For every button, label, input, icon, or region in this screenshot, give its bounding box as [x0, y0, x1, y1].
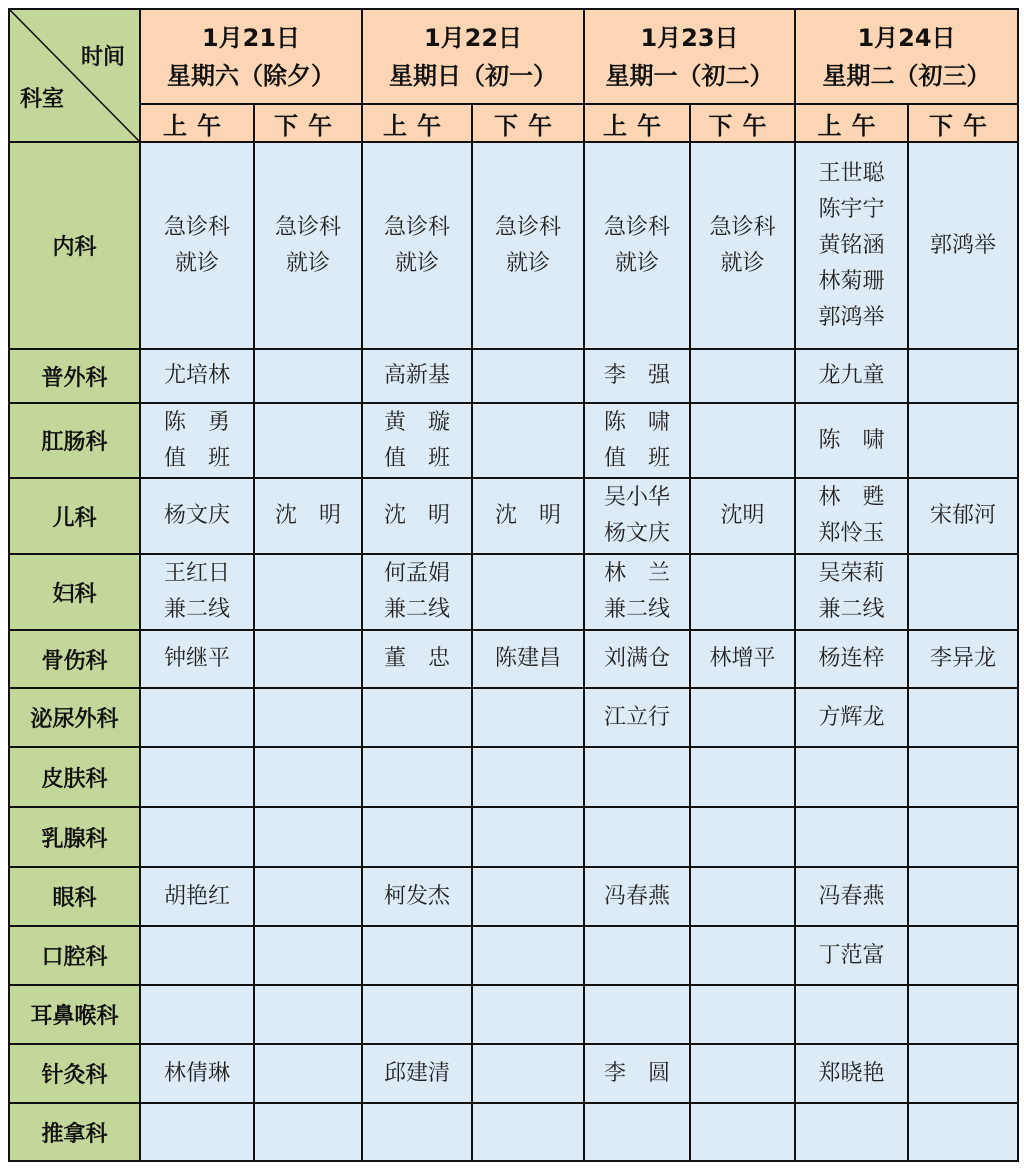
- period-am: 上午: [140, 104, 254, 142]
- duty-cell: 吴荣莉 兼二线: [795, 554, 908, 630]
- table-row: [9, 554, 1018, 630]
- table-row: [9, 1103, 1018, 1161]
- table-row: [9, 807, 1018, 867]
- date-header-row: [9, 9, 1018, 104]
- duty-cell: [362, 747, 472, 807]
- duty-cell: 冯春燕: [584, 867, 690, 926]
- day-header: [362, 9, 584, 104]
- duty-cell: 李异龙: [908, 630, 1018, 688]
- department-label: 推拿科: [9, 1103, 140, 1161]
- duty-cell: [140, 1103, 254, 1161]
- duty-cell: 陈 啸 值 班: [584, 403, 690, 478]
- duty-cell: [472, 1103, 584, 1161]
- duty-cell: [908, 926, 1018, 985]
- duty-cell: [690, 688, 795, 747]
- duty-cell: [690, 403, 795, 478]
- department-label: 泌尿外科: [9, 688, 140, 747]
- duty-cell: 李 强: [584, 349, 690, 403]
- duty-cell: [254, 807, 362, 867]
- duty-cell: [362, 926, 472, 985]
- duty-cell: 急诊科 就诊: [254, 142, 362, 349]
- duty-cell: 林倩琳: [140, 1044, 254, 1103]
- duty-cell: [908, 1044, 1018, 1103]
- day-date: 1月24日: [857, 23, 956, 52]
- duty-cell: [362, 1103, 472, 1161]
- duty-cell: [472, 926, 584, 985]
- duty-cell: 林 兰 兼二线: [584, 554, 690, 630]
- period-pm: 下午: [254, 104, 362, 142]
- duty-cell: 龙九童: [795, 349, 908, 403]
- duty-cell: [690, 554, 795, 630]
- duty-cell: [140, 926, 254, 985]
- corner-header: [9, 9, 140, 142]
- duty-cell: [584, 807, 690, 867]
- duty-cell: 沈明: [690, 478, 795, 554]
- table-row: [9, 1044, 1018, 1103]
- duty-cell: [690, 1044, 795, 1103]
- duty-cell: [795, 1103, 908, 1161]
- duty-cell: 胡艳红: [140, 867, 254, 926]
- duty-cell: 江立行: [584, 688, 690, 747]
- department-label: 骨伤科: [9, 630, 140, 688]
- department-label: 乳腺科: [9, 807, 140, 867]
- duty-cell: 方辉龙: [795, 688, 908, 747]
- duty-cell: [690, 349, 795, 403]
- day-date: 1月23日: [640, 23, 739, 52]
- duty-cell: 急诊科 就诊: [140, 142, 254, 349]
- duty-cell: [690, 747, 795, 807]
- duty-cell: 杨连梓: [795, 630, 908, 688]
- duty-cell: [908, 985, 1018, 1044]
- duty-cell: [690, 926, 795, 985]
- duty-cell: 柯发杰: [362, 867, 472, 926]
- duty-cell: 陈 勇 值 班: [140, 403, 254, 478]
- duty-cell: [908, 403, 1018, 478]
- duty-cell: 王红日 兼二线: [140, 554, 254, 630]
- duty-cell: [908, 688, 1018, 747]
- duty-cell: [908, 554, 1018, 630]
- duty-cell: [472, 867, 584, 926]
- duty-cell: [362, 688, 472, 747]
- duty-cell: [472, 349, 584, 403]
- period-pm: 下午: [690, 104, 795, 142]
- duty-cell: 沈 明: [362, 478, 472, 554]
- duty-cell: 林 甦 郑怜玉: [795, 478, 908, 554]
- day-weekday: 星期一（初二）: [605, 61, 774, 90]
- department-label: 普外科: [9, 349, 140, 403]
- duty-cell: [254, 1103, 362, 1161]
- day-weekday: 星期日（初一）: [389, 61, 557, 90]
- period-am: 上午: [362, 104, 472, 142]
- department-label: 口腔科: [9, 926, 140, 985]
- duty-cell: [140, 747, 254, 807]
- duty-cell: 李 圆: [584, 1044, 690, 1103]
- department-label: 儿科: [9, 478, 140, 554]
- department-label: 妇科: [9, 554, 140, 630]
- department-label: 耳鼻喉科: [9, 985, 140, 1044]
- duty-cell: [254, 1044, 362, 1103]
- duty-cell: 沈 明: [472, 478, 584, 554]
- department-label: 肛肠科: [9, 403, 140, 478]
- duty-cell: [908, 867, 1018, 926]
- duty-cell: 邱建清: [362, 1044, 472, 1103]
- day-date: 1月22日: [423, 23, 523, 52]
- table-row: [9, 630, 1018, 688]
- duty-cell: [472, 985, 584, 1044]
- duty-cell: 冯春燕: [795, 867, 908, 926]
- time-label: 时间: [80, 45, 125, 70]
- duty-cell: [584, 926, 690, 985]
- duty-cell: [254, 349, 362, 403]
- duty-cell: 郑晓艳: [795, 1044, 908, 1103]
- duty-cell: [690, 1103, 795, 1161]
- table-row: [9, 688, 1018, 747]
- duty-cell: [140, 985, 254, 1044]
- department-label: 皮肤科: [9, 747, 140, 807]
- duty-cell: [908, 349, 1018, 403]
- table-row: [9, 867, 1018, 926]
- duty-cell: 急诊科 就诊: [690, 142, 795, 349]
- duty-cell: 何孟娟 兼二线: [362, 554, 472, 630]
- period-am: 上午: [584, 104, 690, 142]
- duty-cell: [254, 985, 362, 1044]
- duty-cell: [472, 747, 584, 807]
- duty-cell: [140, 688, 254, 747]
- table-row: [9, 349, 1018, 403]
- duty-cell: [795, 807, 908, 867]
- duty-cell: [584, 1103, 690, 1161]
- duty-cell: 急诊科 就诊: [362, 142, 472, 349]
- duty-cell: [362, 807, 472, 867]
- duty-cell: 陈 啸: [795, 403, 908, 478]
- dept-label: 科室: [20, 87, 65, 112]
- period-header-row: [9, 104, 1018, 142]
- table-row: [9, 926, 1018, 985]
- duty-cell: 急诊科 就诊: [472, 142, 584, 349]
- duty-cell: [140, 807, 254, 867]
- period-pm: 下午: [472, 104, 584, 142]
- department-label: 针灸科: [9, 1044, 140, 1103]
- day-header: [584, 9, 795, 104]
- day-header: [140, 9, 362, 104]
- duty-cell: 高新基: [362, 349, 472, 403]
- duty-cell: 刘满仓: [584, 630, 690, 688]
- table-row: [9, 478, 1018, 554]
- duty-cell: [254, 688, 362, 747]
- diagonal-line: [10, 10, 139, 141]
- duty-cell: 沈 明: [254, 478, 362, 554]
- duty-cell: 杨文庆: [140, 478, 254, 554]
- day-weekday: 星期二（初三）: [822, 61, 991, 90]
- duty-cell: [690, 867, 795, 926]
- duty-cell: [254, 554, 362, 630]
- duty-cell: [690, 807, 795, 867]
- duty-cell: 董 忠: [362, 630, 472, 688]
- duty-cell: [584, 747, 690, 807]
- duty-cell: [908, 747, 1018, 807]
- table-row: [9, 142, 1018, 349]
- duty-cell: 吴小华 杨文庆: [584, 478, 690, 554]
- duty-cell: [472, 554, 584, 630]
- table-row: [9, 403, 1018, 478]
- duty-cell: [254, 926, 362, 985]
- department-label: 内科: [9, 142, 140, 349]
- duty-cell: 黄 璇 值 班: [362, 403, 472, 478]
- duty-cell: 丁范富: [795, 926, 908, 985]
- day-date: 1月21日: [201, 23, 301, 52]
- duty-cell: [795, 747, 908, 807]
- day-weekday: 星期六（除夕）: [167, 61, 335, 90]
- duty-cell: 钟继平: [140, 630, 254, 688]
- duty-cell: 急诊科 就诊: [584, 142, 690, 349]
- table-row: [9, 985, 1018, 1044]
- duty-cell: [472, 1044, 584, 1103]
- department-label: 眼科: [9, 867, 140, 926]
- duty-cell: [254, 867, 362, 926]
- duty-cell: [908, 807, 1018, 867]
- period-am: 上午: [795, 104, 908, 142]
- duty-cell: 林增平: [690, 630, 795, 688]
- duty-cell: 尤培林: [140, 349, 254, 403]
- duty-cell: [690, 985, 795, 1044]
- period-pm: 下午: [908, 104, 1018, 142]
- duty-cell: [795, 985, 908, 1044]
- duty-cell: [472, 807, 584, 867]
- duty-schedule-table: [8, 8, 1019, 1162]
- duty-cell: [584, 985, 690, 1044]
- duty-cell: [254, 403, 362, 478]
- table-row: [9, 747, 1018, 807]
- duty-cell: [472, 688, 584, 747]
- duty-cell: 陈建昌: [472, 630, 584, 688]
- duty-cell: [254, 630, 362, 688]
- duty-cell: 郭鸿举: [908, 142, 1018, 349]
- day-header: [795, 9, 1018, 104]
- duty-cell: 王世聪 陈宇宁 黄铭涵 林菊珊 郭鸿举: [795, 142, 908, 349]
- duty-cell: [254, 747, 362, 807]
- duty-cell: [362, 985, 472, 1044]
- duty-cell: [908, 1103, 1018, 1161]
- duty-cell: 宋郁河: [908, 478, 1018, 554]
- duty-cell: [472, 403, 584, 478]
